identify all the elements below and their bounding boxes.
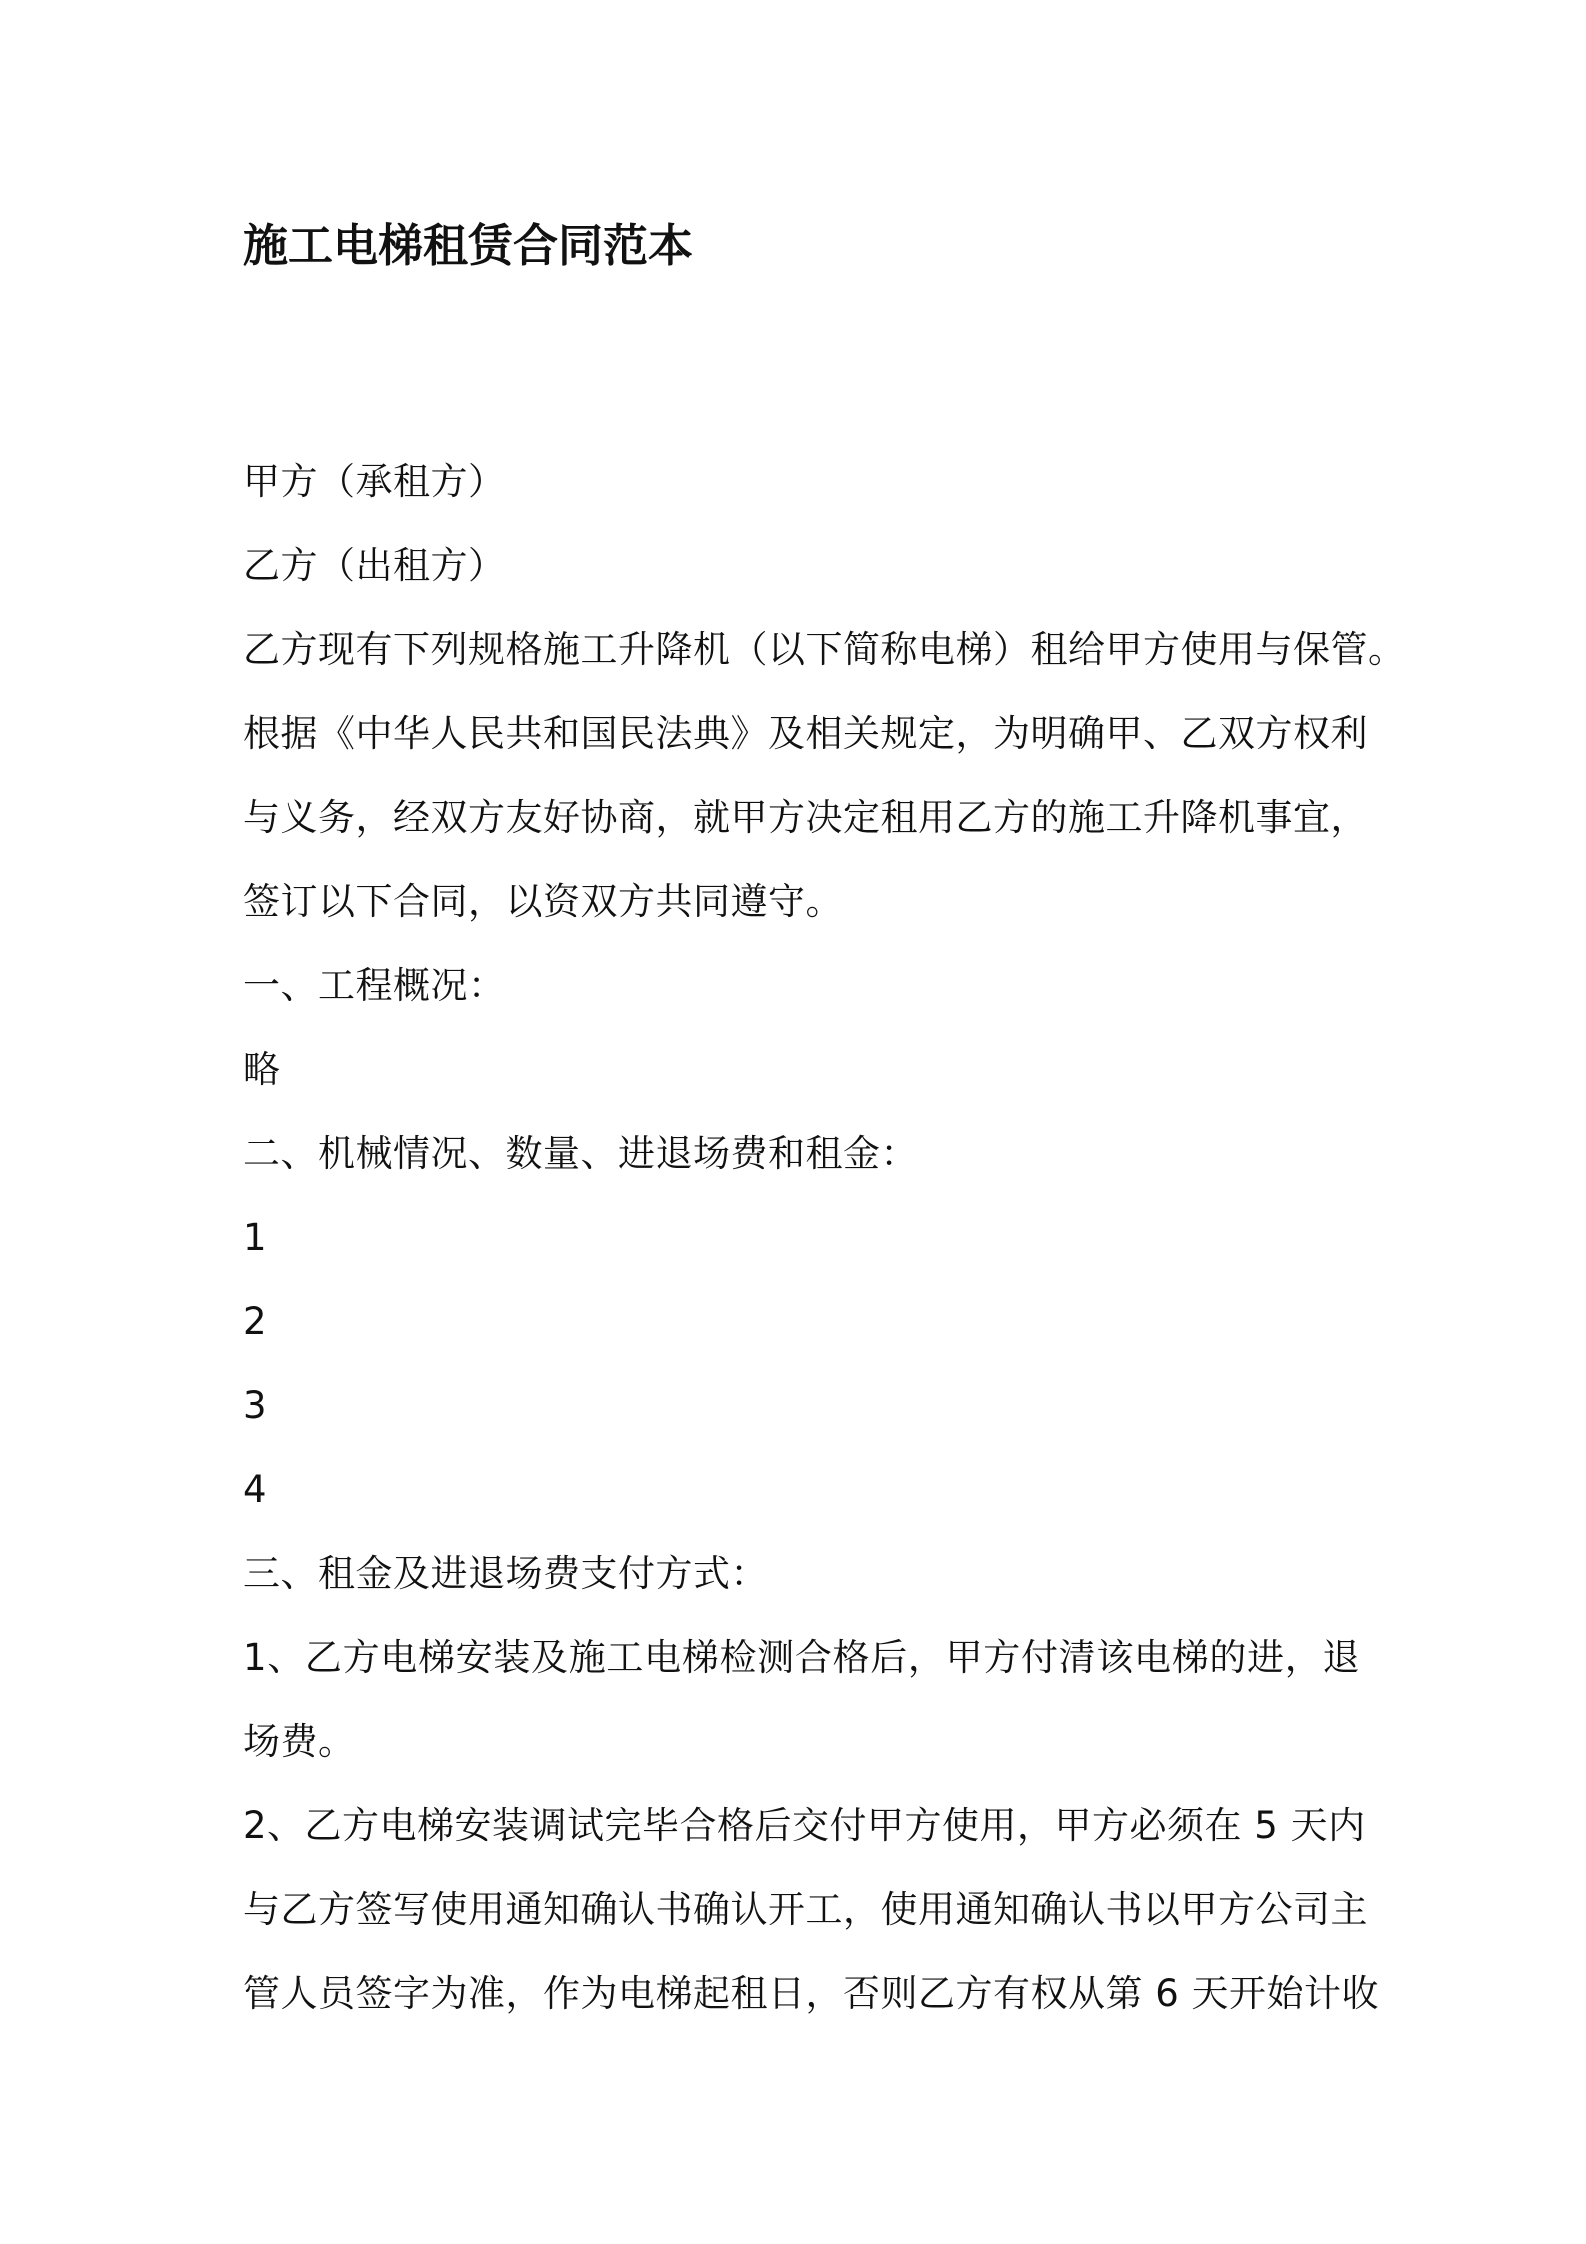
section-3-clause-1-line-1: 1、乙方电梯安装及施工电梯检测合格后，甲方付清该电梯的进，退: [243, 1636, 1360, 1679]
document-body: [243, 212, 1406, 2036]
section-3-heading: 三、租金及进退场费支付方式：: [243, 1552, 768, 1595]
section-3-clause-2-line-1: 2、乙方电梯安装调试完毕合格后交付甲方使用，甲方必须在 5 天内: [243, 1804, 1366, 1847]
intro-line-3: 与义务，经双方友好协商，就甲方决定租用乙方的施工升降机事宜，: [243, 796, 1368, 839]
section-2-heading: 二、机械情况、数量、进退场费和租金：: [243, 1132, 918, 1175]
section-3-clause-2-line-2: 与乙方签写使用通知确认书确认开工，使用通知确认书以甲方公司主: [243, 1888, 1368, 1931]
section-3-clause-1-line-2: 场费。: [243, 1720, 356, 1763]
intro-line-1: 乙方现有下列规格施工升降机（以下简称电梯）租给甲方使用与保管。: [243, 628, 1406, 671]
party-a-line: 甲方（承租方）: [243, 460, 506, 503]
section-2-item-2: 2: [243, 1300, 268, 1343]
section-3-clause-2-line-3: 管人员签字为准，作为电梯起租日，否则乙方有权从第 6 天开始计收: [243, 1972, 1380, 2015]
section-2-item-3: 3: [243, 1384, 268, 1427]
intro-line-4: 签订以下合同，以资双方共同遵守。: [243, 880, 843, 923]
section-2-item-4: 4: [243, 1468, 268, 1511]
section-1-content: 略: [243, 1048, 281, 1091]
intro-line-2: 根据《中华人民共和国民法典》及相关规定，为明确甲、乙双方权利: [243, 712, 1368, 755]
party-b-line: 乙方（出租方）: [243, 544, 506, 587]
section-1-heading: 一、工程概况：: [243, 964, 506, 1007]
document-title: 施工电梯租赁合同范本: [243, 219, 694, 272]
section-2-item-1: 1: [243, 1216, 268, 1259]
